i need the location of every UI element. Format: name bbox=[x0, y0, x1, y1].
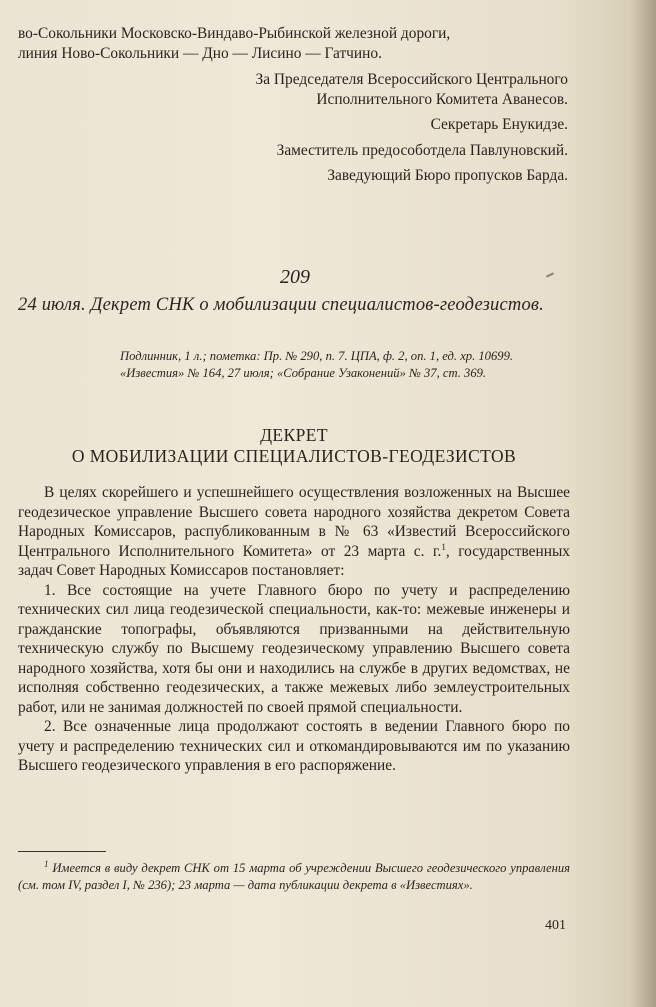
decree-heading-line-1: ДЕКРЕТ bbox=[260, 425, 328, 445]
footnote bbox=[18, 860, 570, 893]
signature-secretary: Секретарь Енукидзе. bbox=[430, 116, 568, 133]
archival-sources bbox=[120, 348, 570, 381]
signature-block bbox=[256, 70, 568, 186]
signature-passes: Заведующий Бюро пропусков Барда. bbox=[327, 167, 568, 184]
preamble-part-2: , государственных задач Совет Народных Комиссаров постановляет: bbox=[18, 542, 570, 579]
decree-heading bbox=[18, 425, 570, 467]
preamble-part-1: В целях скорейшего и успешнейшего осуществления возложенных на Высшее геодезическое управление Высшего совета народного хозяйства декретом Совета Народных Комиссаров, распубликованным в № 63 «Известий Всероссийского Центрального Исполнительного Комитета» от 23 марта с. г. bbox=[18, 484, 570, 560]
signature-chair bbox=[256, 70, 568, 109]
footnote-mark: 1 bbox=[44, 858, 49, 869]
decree-preamble bbox=[18, 483, 570, 581]
footnote-divider bbox=[18, 851, 106, 852]
footnote-text: Имеется в виду декрет СНК от 15 марта об учреждении Высшего геодезического управления (см. том IV, раздел I, № 236); 23 марта — дата публикации декрета в «Известиях». bbox=[18, 861, 570, 892]
decree-item-2: 2. Все означенные лица продолжают состоять в ведении Главного бюро по учету и распределению технических сил и откомандировываются им по указанию Высшего геодезического управления в его распоряжение. bbox=[18, 718, 570, 774]
signature-chair-line-1: За Председателя Всероссийского Центрального bbox=[255, 71, 568, 88]
footnote-ref: 1 bbox=[441, 541, 446, 552]
decree-body bbox=[18, 483, 570, 776]
source-original: Подлинник, 1 л.; пометка: Пр. № 290, п. 7. ЦПА, ф. 2, оп. 1, ед. хр. 10699. bbox=[120, 349, 514, 363]
document-title: 24 июля. Декрет СНК о мобилизации специалистов-геодезистов. bbox=[18, 295, 544, 315]
signature-chair-line-2: Исполнительного Комитета Аванесов. bbox=[316, 90, 568, 108]
carryover-line-2: линия Ново-Сокольники — Дно — Лисино — Гатчино. bbox=[18, 44, 382, 62]
decree-heading-line-2: О МОБИЛИЗАЦИИ СПЕЦИАЛИСТОВ-ГЕОДЕЗИСТОВ bbox=[71, 446, 517, 466]
page-number: 401 bbox=[545, 918, 566, 933]
source-publication: «Известия» № 164, 27 июля; «Собрание Узаконений» № 37, ст. 369. bbox=[120, 365, 487, 380]
carryover-line-1: во-Сокольники Московско-Виндаво-Рыбинской железной дороги, bbox=[18, 25, 451, 42]
carryover-text bbox=[18, 24, 570, 63]
document-number: 209 bbox=[280, 266, 310, 288]
signature-deputy: Заместитель предособотдела Павлуновский. bbox=[276, 141, 568, 159]
decree-item-1: 1. Все состоящие на учете Главного бюро по учету и распределению технических сил лица геодезической специальности, как-то: межевые инженеры и гражданские топографы, объявляются призванными на действительную техническую службу по Высшему геодезическому управлению Высшего совета народного хозяйства, хотя бы они и находились на службе в других ведомствах, не исполняя собственно геодезических, а также межевых либо землеустроительных работ, или не занимая должностей по своей прямой специальности. bbox=[18, 581, 570, 716]
